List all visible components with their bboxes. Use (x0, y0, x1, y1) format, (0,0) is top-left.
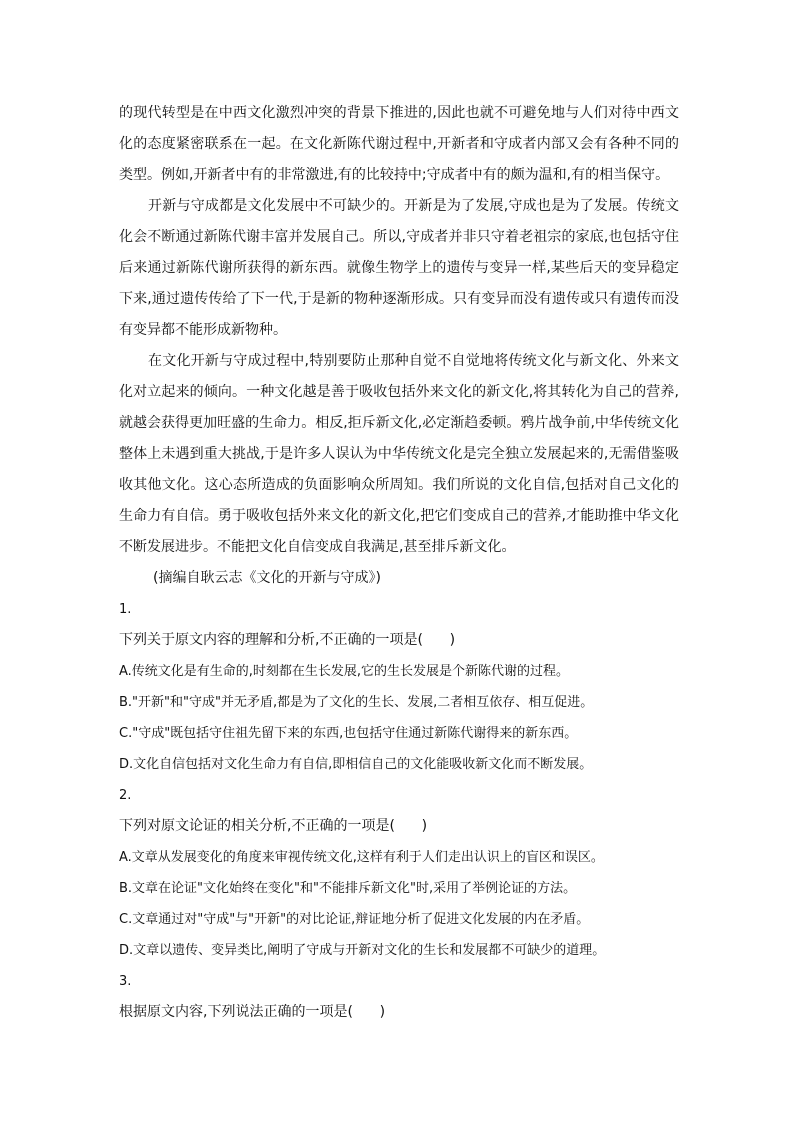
option-a: A.文章从发展变化的角度来审视传统文化,这样有利于人们走出认识上的盲区和误区。 (119, 850, 604, 865)
document-content (119, 98, 679, 1028)
passage-paragraph-2: 开新与守成都是文化发展中不可缺少的。开新是为了发展,守成也是为了发展。传统文化会不断通过新陈代谢丰富并发展自己。所以,守成者并非只守着老祖宗的家底,也包括守住后来通过新陈代谢所获得的新东西。就像生物学上的遗传与变异一样,某些后天的变异稳定下来,通过遗传传给了下一代,于是新的物种逐渐形成。只有变异而没有遗传或只有遗传而没有变异都不能形成新物种。 (119, 198, 679, 338)
question-1 (119, 594, 679, 780)
question-stem: 下列关于原文内容的理解和分析,不正确的一项是( ) (119, 632, 456, 648)
option-b: B."开新"和"守成"并无矛盾,都是为了文化的生长、发展,二者相互依存、相互促进。 (119, 695, 594, 710)
option-d: D.文章以遗传、变异类比,阐明了守成与开新对文化的生长和发展都不可缺少的道理。 (119, 943, 606, 958)
option-b: B.文章在论证"文化始终在变化"和"不能排斥新文化"时,采用了举例论证的方法。 (119, 881, 577, 896)
option-a: A.传统文化是有生命的,时刻都在生长发展,它的生长发展是个新陈代谢的过程。 (119, 664, 570, 679)
question-2 (119, 780, 679, 966)
question-3 (119, 966, 679, 1028)
question-stem: 根据原文内容,下列说法正确的一项是( ) (119, 1004, 386, 1020)
question-stem: 下列对原文论证的相关分析,不正确的一项是( ) (119, 818, 428, 834)
option-c: C."守成"既包括守住祖先留下来的东西,也包括守住通过新陈代谢得来的新东西。 (119, 726, 578, 741)
passage-paragraph-3: 在文化开新与守成过程中,特别要防止那种自觉不自觉地将传统文化与新文化、外来文化对立起来的倾向。一种文化越是善于吸收包括外来文化的新文化,将其转化为自己的营养,就越会获得更加旺盛的生命力。相反,拒斥新文化,必定渐趋委顿。鸦片战争前,中华传统文化整体上未遇到重大挑战,于是许多人误认为中华传统文化是完全独立发展起来的,无需借鉴吸收其他文化。这心态所造成的负面影响众所周知。我们所说的文化自信,包括对自己文化的生命力有自信。勇于吸收包括外来文化的新文化,把它们变成自己的营养,才能助推中华文化不断发展进步。不能把文化自信变成自我满足,甚至排斥新文化。 (119, 353, 679, 555)
passage-paragraph-1: 的现代转型是在中西文化激烈冲突的背景下推进的,因此也就不可避免地与人们对待中西文化的态度紧密联系在一起。在文化新陈代谢过程中,开新者和守成者内部又会有各种不同的类型。例如,开新者中有的非常激进,有的比较持中;守成者中有的颇为温和,有的相当保守。 (119, 105, 679, 183)
option-c: C.文章通过对"守成"与"开新"的对比论证,辩证地分析了促进文化发展的内在矛盾。 (119, 912, 590, 927)
option-d: D.文化自信包括对文化生命力有自信,即相信自己的文化能吸收新文化而不断发展。 (119, 757, 593, 772)
question-number: 3. (119, 974, 132, 989)
question-number: 2. (119, 788, 132, 803)
passage-source: (摘编自耿云志《文化的开新与守成》) (153, 570, 381, 586)
question-number: 1. (119, 602, 132, 617)
